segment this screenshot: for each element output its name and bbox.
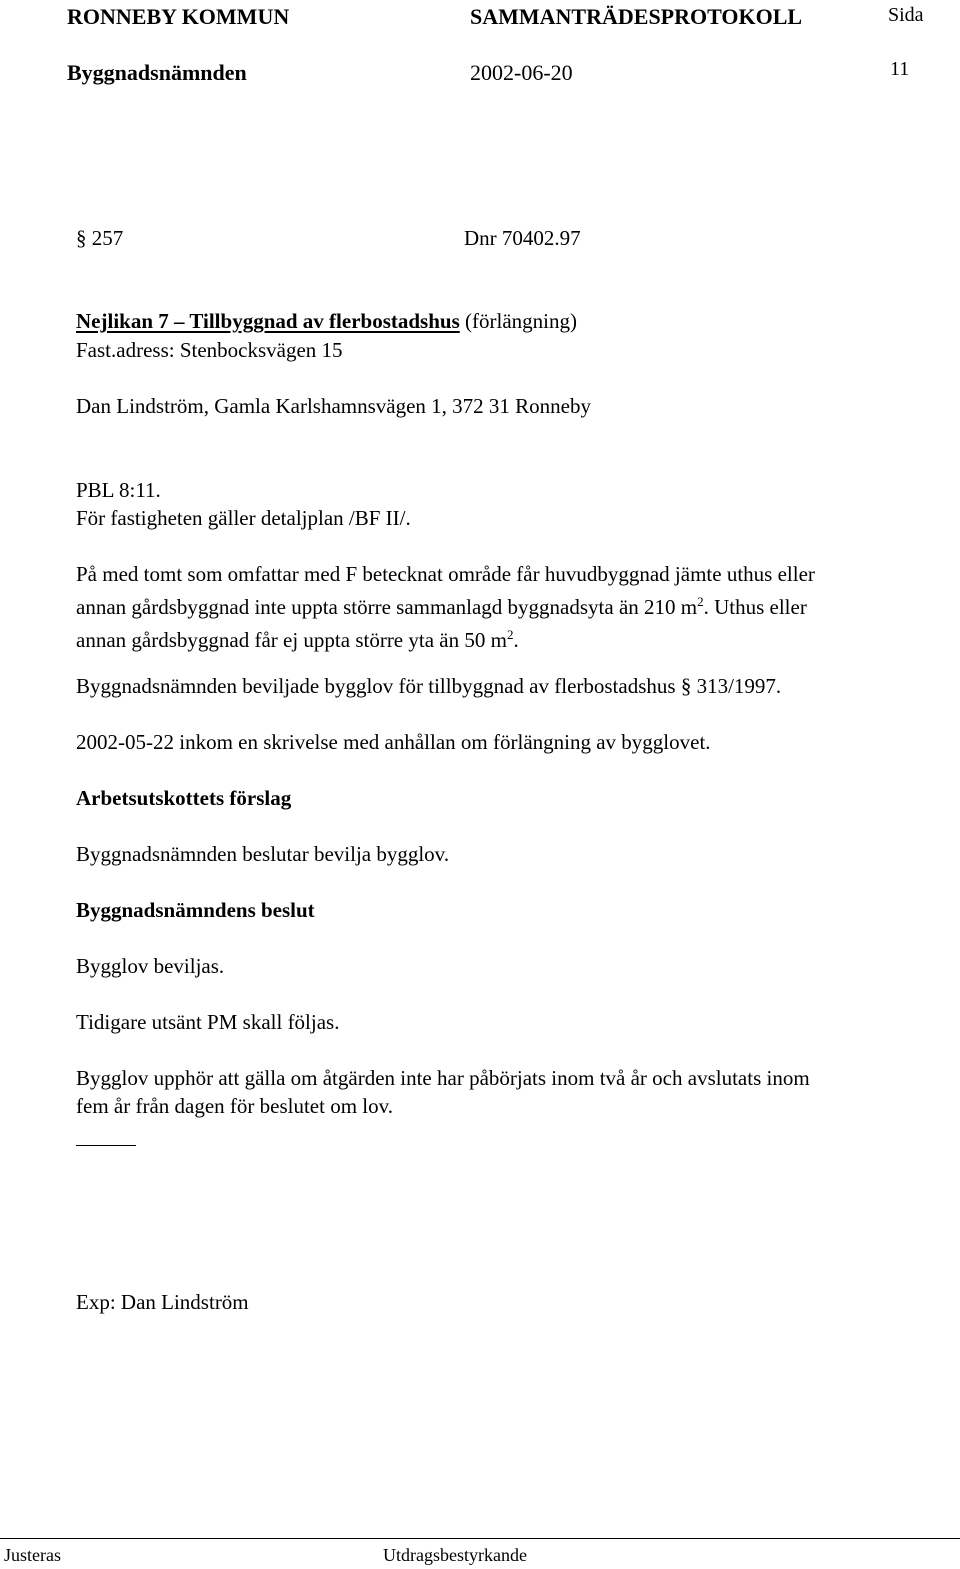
decision-line: Bygglov upphör att gälla om åtgärden inte har påbörjats inom två år och avslutats inom xyxy=(76,1066,810,1090)
footer-justeras: Justeras xyxy=(4,1545,61,1565)
municipality-name: RONNEBY KOMMUN xyxy=(67,4,290,29)
rules-line xyxy=(76,621,946,654)
document-type: SAMMANTRÄDESPROTOKOLL xyxy=(470,4,803,29)
permit-history xyxy=(76,672,781,700)
decision-validity-paragraph xyxy=(76,1064,946,1120)
page-number: 11 xyxy=(890,58,910,80)
footer-utdragsbestyrkande: Utdragsbestyrkande xyxy=(383,1545,527,1565)
footer-divider xyxy=(0,1538,960,1539)
history-text: 313/1997. xyxy=(691,674,782,698)
plan-note: För fastigheten gäller detaljplan /BF II/. xyxy=(76,506,411,530)
rules-text: . xyxy=(513,628,519,652)
case-title-main: Nejlikan 7 – Tillbyggnad av flerbostadshus xyxy=(76,309,460,333)
applicant: Dan Lindström, Gamla Karlshamnsvägen 1, 372 31 Ronneby xyxy=(76,394,591,418)
rules-line xyxy=(76,588,946,621)
rules-line: På med tomt som omfattar med F betecknat område får huvudbyggnad jämte uthus eller xyxy=(76,562,815,586)
section-symbol: § xyxy=(76,226,87,250)
section-number-value: 257 xyxy=(91,226,124,250)
meeting-date: 2002-06-20 xyxy=(470,60,573,85)
rules-text: annan gårdsbyggnad får ej uppta större yta än 50 m xyxy=(76,628,507,652)
dnr-reference: Dnr 70402.97 xyxy=(464,226,581,250)
decision-item: Tidigare utsänt PM skall följas. xyxy=(76,1010,340,1034)
end-divider xyxy=(76,1145,136,1146)
decision-heading: Byggnadsnämndens beslut xyxy=(76,898,315,922)
expedition-note: Exp: Dan Lindström xyxy=(76,1290,249,1314)
law-reference: PBL 8:11. xyxy=(76,478,161,502)
rules-text: . Uthus eller xyxy=(703,595,807,619)
received-note: 2002-05-22 inkom en skrivelse med anhållan om förlängning av bygglovet. xyxy=(76,730,711,754)
section-number xyxy=(76,224,123,252)
plan-rules-paragraph xyxy=(76,560,946,654)
board-name: Byggnadsnämnden xyxy=(67,60,247,85)
proposal-text: Byggnadsnämnden beslutar bevilja bygglov. xyxy=(76,842,450,866)
page-label: Sida xyxy=(888,4,924,26)
decision-item: Bygglov beviljas. xyxy=(76,954,225,978)
case-title-suffix: (förlängning) xyxy=(459,309,577,333)
rules-text: annan gårdsbyggnad inte uppta större sammanlagd byggnadsyta än 210 m xyxy=(76,595,698,619)
superscript: 2 xyxy=(506,627,514,642)
history-text: Byggnadsnämnden beviljade bygglov för tillbyggnad av flerbostadshus xyxy=(76,674,681,698)
case-title xyxy=(76,307,577,335)
section-symbol: § xyxy=(680,674,692,698)
decision-line: fem år från dagen för beslutet om lov. xyxy=(76,1094,394,1118)
superscript: 2 xyxy=(697,594,704,609)
proposal-heading: Arbetsutskottets förslag xyxy=(76,786,292,810)
property-address: Fast.adress: Stenbocksvägen 15 xyxy=(76,338,343,362)
